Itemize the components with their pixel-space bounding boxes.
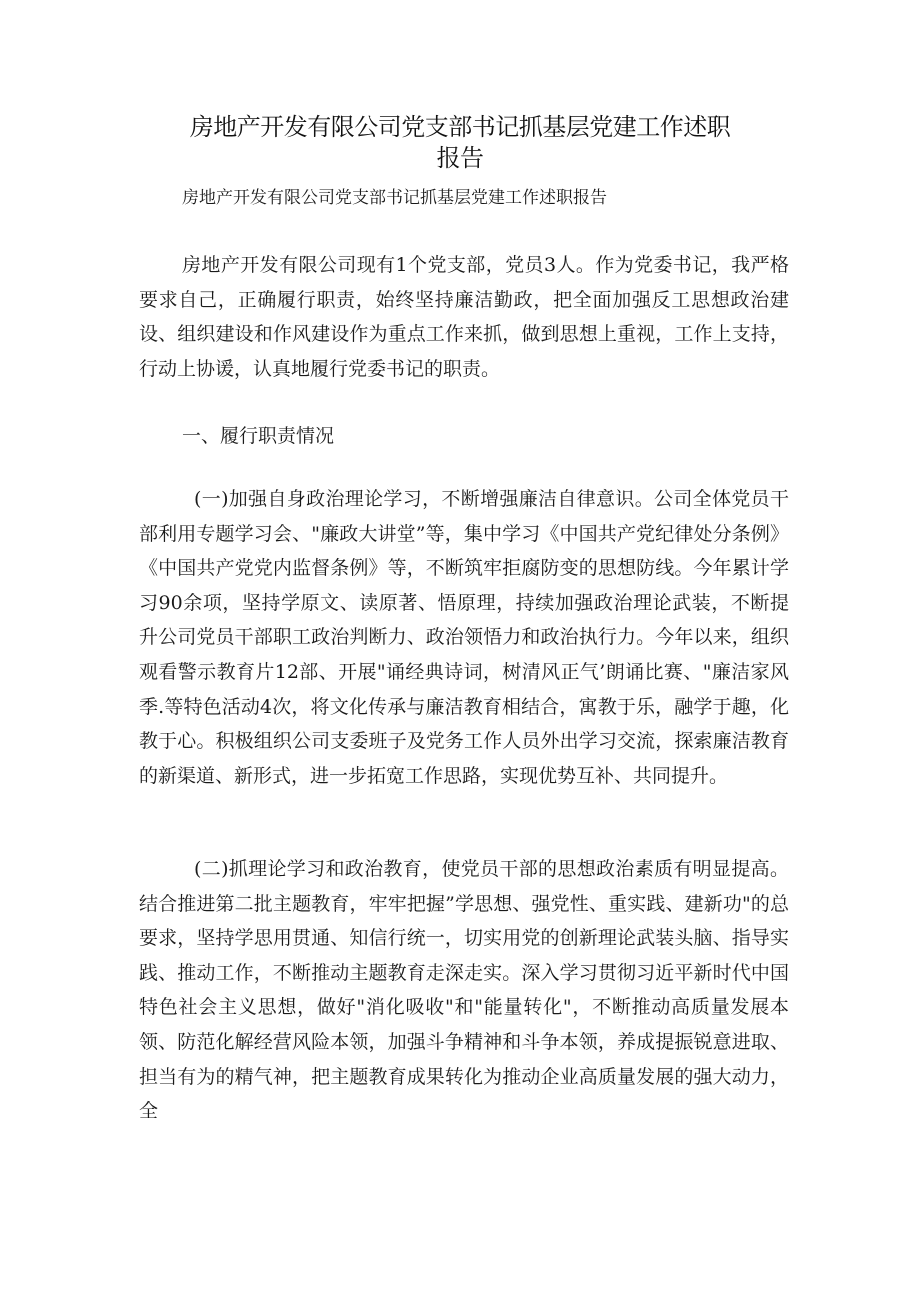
paragraph-study: (一)加强自身政治理论学习，不断增强廉洁自律意识。公司全体党员干部利用专题学习会、"廉政大讲堂”等，集中学习《中国共产党纪律处分条例》《中国共产党党内监督条例》等，不断筑牢拒腐防变的思想防线。今年累计学习90余项，坚持学原文、读原著、悟原理，持续加强政治理论武装，不断提升公司党员干部职工政治判断力、政治领悟力和政治执行力。今年以来，组织观看警示教育片12部、开展"诵经典诗词，树清风正气’朗诵比赛、"廉洁家风季.等特色活动4次，将文化传承与廉洁教育相结合，寓教于乐，融学于趣，化教于心。积极组织公司支委班子及党务工作人员外出学习交流，探索廉洁教育的新渠道、新形式，进一步拓宽工作思路，实现优势互补、共同提升。 xyxy=(139,488,789,787)
paragraph-intro: 房地产开发有限公司现有1个党支部，党员3人。作为党委书记，我严格要求自己，正确履行职责，始终坚持廉洁勤政，把全面加强反工思想政治建设、组织建设和作风建设作为重点工作来抓，做到思想上重视，工作上支持，行动上协谖，认真地履行党委书记的职责。 xyxy=(139,254,789,380)
document-subtitle: 房地产开发有限公司党支部书记抓基层党建工作述职报告 xyxy=(182,188,607,208)
document-title-line-2: 报告 xyxy=(436,144,484,172)
document-title-line-1: 房地产开发有限公司党支部书记抓基层党建工作述职 xyxy=(189,113,731,141)
section-heading: 一、履行职责情况 xyxy=(182,425,335,447)
paragraph-education: (二)抓理论学习和政治教育，使党员干部的思想政治素质有明显提高。结合推进第二批主题教育，牢牢把握”学思想、强党性、重实践、建新功"的总要求，坚持学思用贯通、知信行统一，切实用党的创新理论武装头脑、指导实践、推动工作，不断推动主题教育走深走实。深入学习贯彻习近平新时代中国特色社会主义思想，做好"消化吸收"和"能量转化"，不断推动高质量发展本领、防范化解经营风险本领，加强斗争精神和斗争本领，养成提振锐意进取、担当有为的精气神，把主题教育成果转化为推动企业高质量发展的强大动力，全 xyxy=(139,858,789,1123)
